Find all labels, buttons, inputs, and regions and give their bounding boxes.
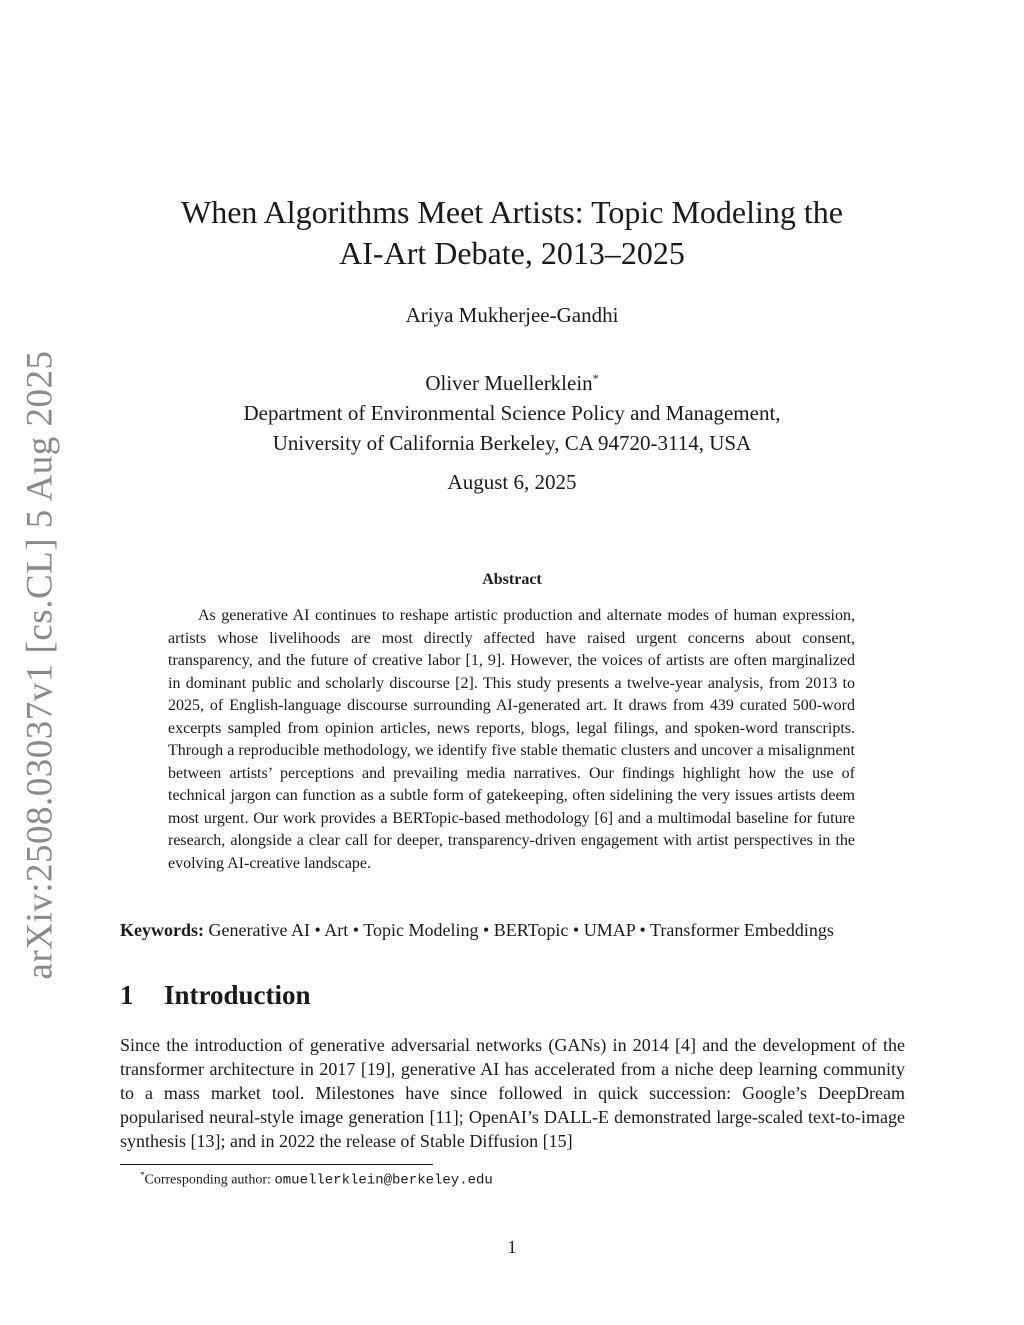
title-line-1: When Algorithms Meet Artists: Topic Modeling the — [181, 194, 843, 230]
footnote-mark: * — [140, 1170, 145, 1180]
footnote-rule — [120, 1164, 433, 1165]
abstract-body: As generative AI continues to reshape artistic production and alternate modes of human expression, artists whose livelihoods are most directly affected have raised urgent concerns about consent, transparency, and the future of creative labor [1, 9]. However, the voices of artists are often marginalized in dominant public and scholarly discourse [2]. This study presents a twelve-year analysis, from 2013 to 2025, of English-language discourse surrounding AI-generated art. It draws from 439 curated 500-word excerpts sampled from opinion articles, news reports, blogs, legal filings, and spoken-word transcripts. Through a reproducible methodology, we identify five stable thematic clusters and uncover a misalignment between artists’ perceptions and prevailing media narratives. Our findings highlight how the use of technical jargon can function as a subtle form of gatekeeping, often sidelining the very issues artists deem most urgent. Our work provides a BERTopic-based methodology [6] and a multimodal baseline for future research, alongside a clear call for deeper, transparency-driven engagement with artist perspectives in the evolving AI-creative landscape. — [168, 607, 855, 872]
section-number: 1 — [120, 980, 134, 1010]
author-2-block — [0, 363, 1024, 458]
author-2 — [0, 363, 1024, 398]
affiliation-line-2: University of California Berkeley, CA 94720-3114, USA — [272, 431, 752, 455]
affiliation-line-1: Department of Environmental Science Policy and Management, — [243, 401, 781, 425]
paper-date: August 6, 2025 — [447, 470, 577, 494]
intro-paragraph: Since the introduction of generative adversarial networks (GANs) in 2014 [4] and the development of the transformer architecture in 2017 [19], generative AI has accelerated from a niche deep learning community to a mass market tool. Milestones have since followed in quick succession: Google’s DeepDream popularised neural-style image generation [11]; OpenAI’s DALL-E demonstrated large-scaled text-to-image synthesis [13]; and in 2022 the release of Stable Diffusion [15] — [120, 1035, 905, 1151]
arxiv-identifier: arXiv:2508.03037v1 [cs.CL] 5 Aug 2025 — [19, 350, 61, 980]
section-title: Introduction — [164, 980, 311, 1010]
author-2-name: Oliver Muellerklein — [425, 371, 593, 395]
paper-title — [0, 192, 1024, 274]
title-line-2: AI-Art Debate, 2013–2025 — [339, 235, 685, 271]
keywords-label: Keywords: — [120, 920, 204, 940]
abstract-heading: Abstract — [482, 571, 542, 588]
footnote-email[interactable]: omuellerklein@berkeley.edu — [274, 1172, 493, 1189]
page-number: 1 — [507, 1237, 517, 1257]
footnote-label: Corresponding author: — [144, 1172, 271, 1188]
footnote — [140, 1170, 493, 1189]
author-1: Ariya Mukherjee-Gandhi — [405, 303, 619, 327]
section-heading — [120, 980, 311, 1011]
keywords — [120, 920, 910, 941]
keywords-list: Generative AI • Art • Topic Modeling • BERTopic • UMAP • Transformer Embeddings — [208, 920, 834, 940]
author-2-mark: * — [592, 371, 599, 385]
